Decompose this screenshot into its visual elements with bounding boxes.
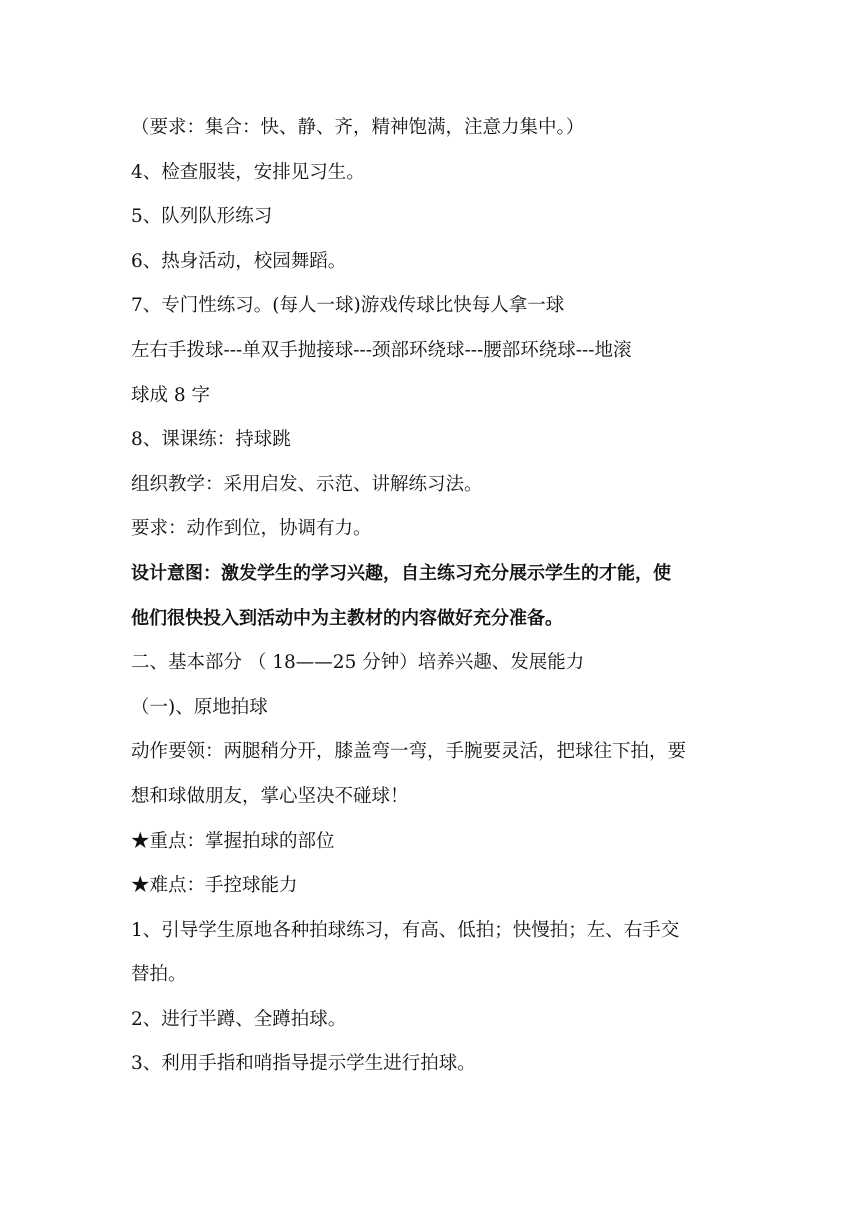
section-basic-part-heading: 二、基本部分 （ 18——25 分钟）培养兴趣、发展能力	[131, 652, 585, 674]
technique-essentials-line: 动作要领：两腿稍分开，膝盖弯一弯，手腕要灵活，把球往下拍，要	[131, 741, 687, 763]
requirement-line: 要求：动作到位，协调有力。	[131, 518, 372, 540]
key-point-line: ★重点：掌握拍球的部位	[131, 830, 335, 852]
ball-drill-sequence-continued-line: 球成 8 字	[131, 384, 211, 406]
difficulty-line: ★难点：手控球能力	[131, 875, 298, 897]
item-2-line: 2、进行半蹲、全蹲拍球。	[131, 1008, 347, 1030]
step-5-line: 5、队列队形练习	[131, 206, 273, 228]
item-3-line: 3、利用手指和哨指导提示学生进行拍球。	[131, 1053, 476, 1075]
step-4-line: 4、检查服装，安排见习生。	[131, 161, 365, 183]
technique-essentials-continued-line: 想和球做朋友，掌心坚决不碰球！	[131, 785, 409, 807]
document-body	[131, 106, 741, 1087]
teaching-organization-line: 组织教学：采用启发、示范、讲解练习法。	[131, 473, 483, 495]
item-1-line: 1、引导学生原地各种拍球练习，有高、低拍；快慢拍；左、右手交	[131, 919, 680, 941]
subsection-stationary-dribble-heading: （一)、原地拍球	[131, 696, 268, 718]
step-7-line: 7、专门性练习。(每人一球)游戏传球比快每人拿一球	[131, 295, 565, 317]
design-intent-continued-line: 他们很快投入到活动中为主教材的内容做好充分准备。	[131, 607, 563, 629]
design-intent-line: 设计意图：激发学生的学习兴趣，自主练习充分展示学生的才能，使	[131, 562, 671, 584]
requirement-assembly-line: （要求：集合：快、静、齐，精神饱满，注意力集中。）	[131, 117, 585, 138]
item-1-continued-line: 替拍。	[131, 964, 187, 986]
step-8-line: 8、课课练：持球跳	[131, 429, 291, 451]
step-6-line: 6、热身活动，校园舞蹈。	[131, 250, 347, 272]
ball-drill-sequence-line: 左右手拨球---单双手抛接球---颈部环绕球---腰部环绕球---地滚	[131, 339, 632, 361]
